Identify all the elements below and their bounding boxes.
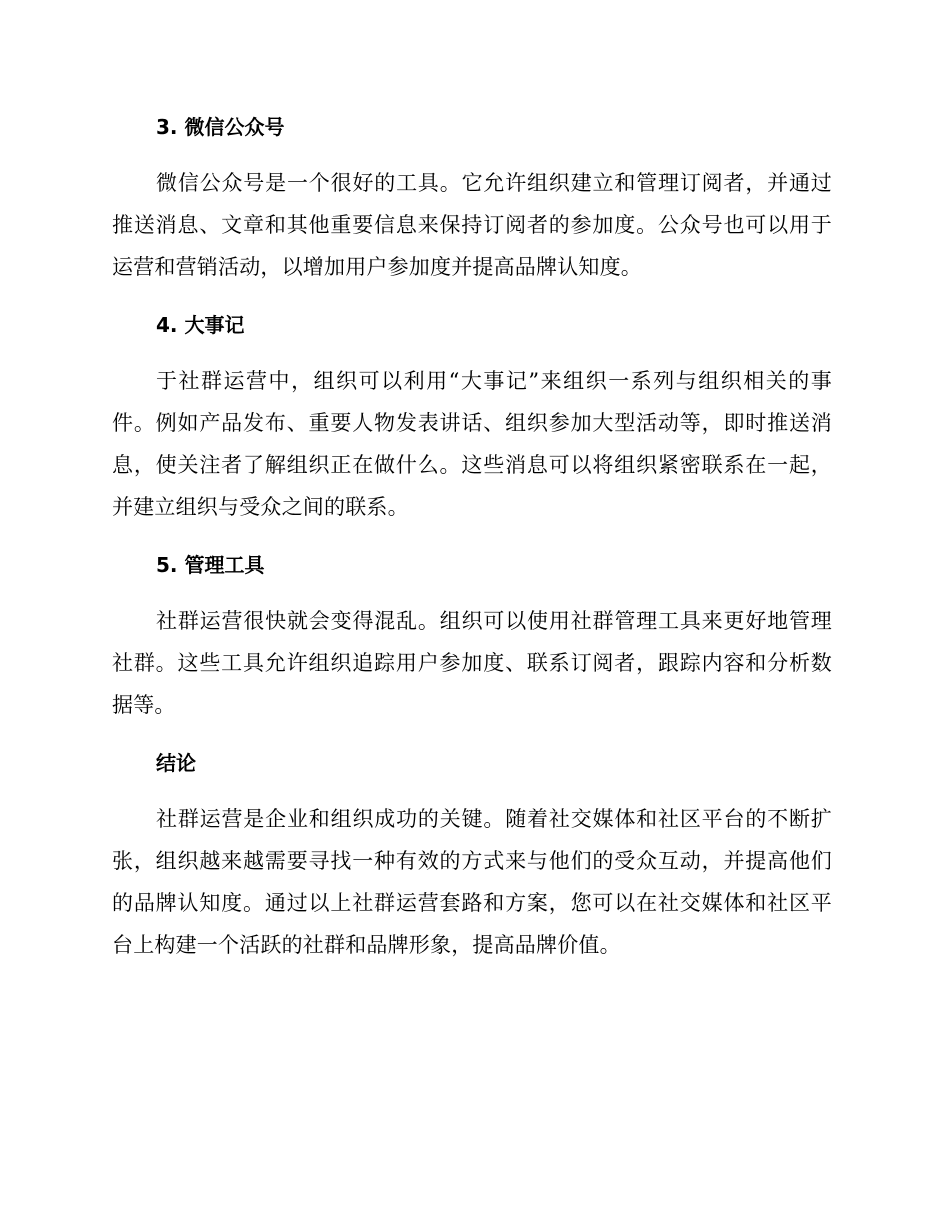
section-paragraph-conclusion: 社群运营是企业和组织成功的关键。随着社交媒体和社区平台的不断扩张，组织越来越需要寻找一种有效的方式来与他们的受众互动，并提高他们的品牌认知度。通过以上社群运营套路和方案，您可以在社交媒体和社区平台上构建一个活跃的社群和品牌形象，提高品牌价值。 xyxy=(112,807,832,957)
document-body xyxy=(112,110,832,986)
section-paragraph-events: 于社群运营中，组织可以利用“大事记”来组织一系列与组织相关的事件。例如产品发布、重要人物发表讲话、组织参加大型活动等，即时推送消息，使关注者了解组织正在做什么。这些消息可以将组织紧密联系在一起，并建立组织与受众之间的联系。 xyxy=(112,369,832,519)
section-heading-events: 4. 大事记 xyxy=(156,313,245,337)
section-paragraph-tools: 社群运营很快就会变得混乱。组织可以使用社群管理工具来更好地管理社群。这些工具允许组织追踪用户参加度、联系订阅者，跟踪内容和分析数据等。 xyxy=(112,609,832,717)
section-heading-wechat: 3. 微信公众号 xyxy=(156,115,285,139)
section-paragraph-wechat: 微信公众号是一个很好的工具。它允许组织建立和管理订阅者，并通过推送消息、文章和其他重要信息来保持订阅者的参加度。公众号也可以用于运营和营销活动，以增加用户参加度并提高品牌认知度。 xyxy=(112,171,832,279)
section-heading-conclusion: 结论 xyxy=(156,751,196,775)
section-heading-tools: 5. 管理工具 xyxy=(156,553,265,577)
